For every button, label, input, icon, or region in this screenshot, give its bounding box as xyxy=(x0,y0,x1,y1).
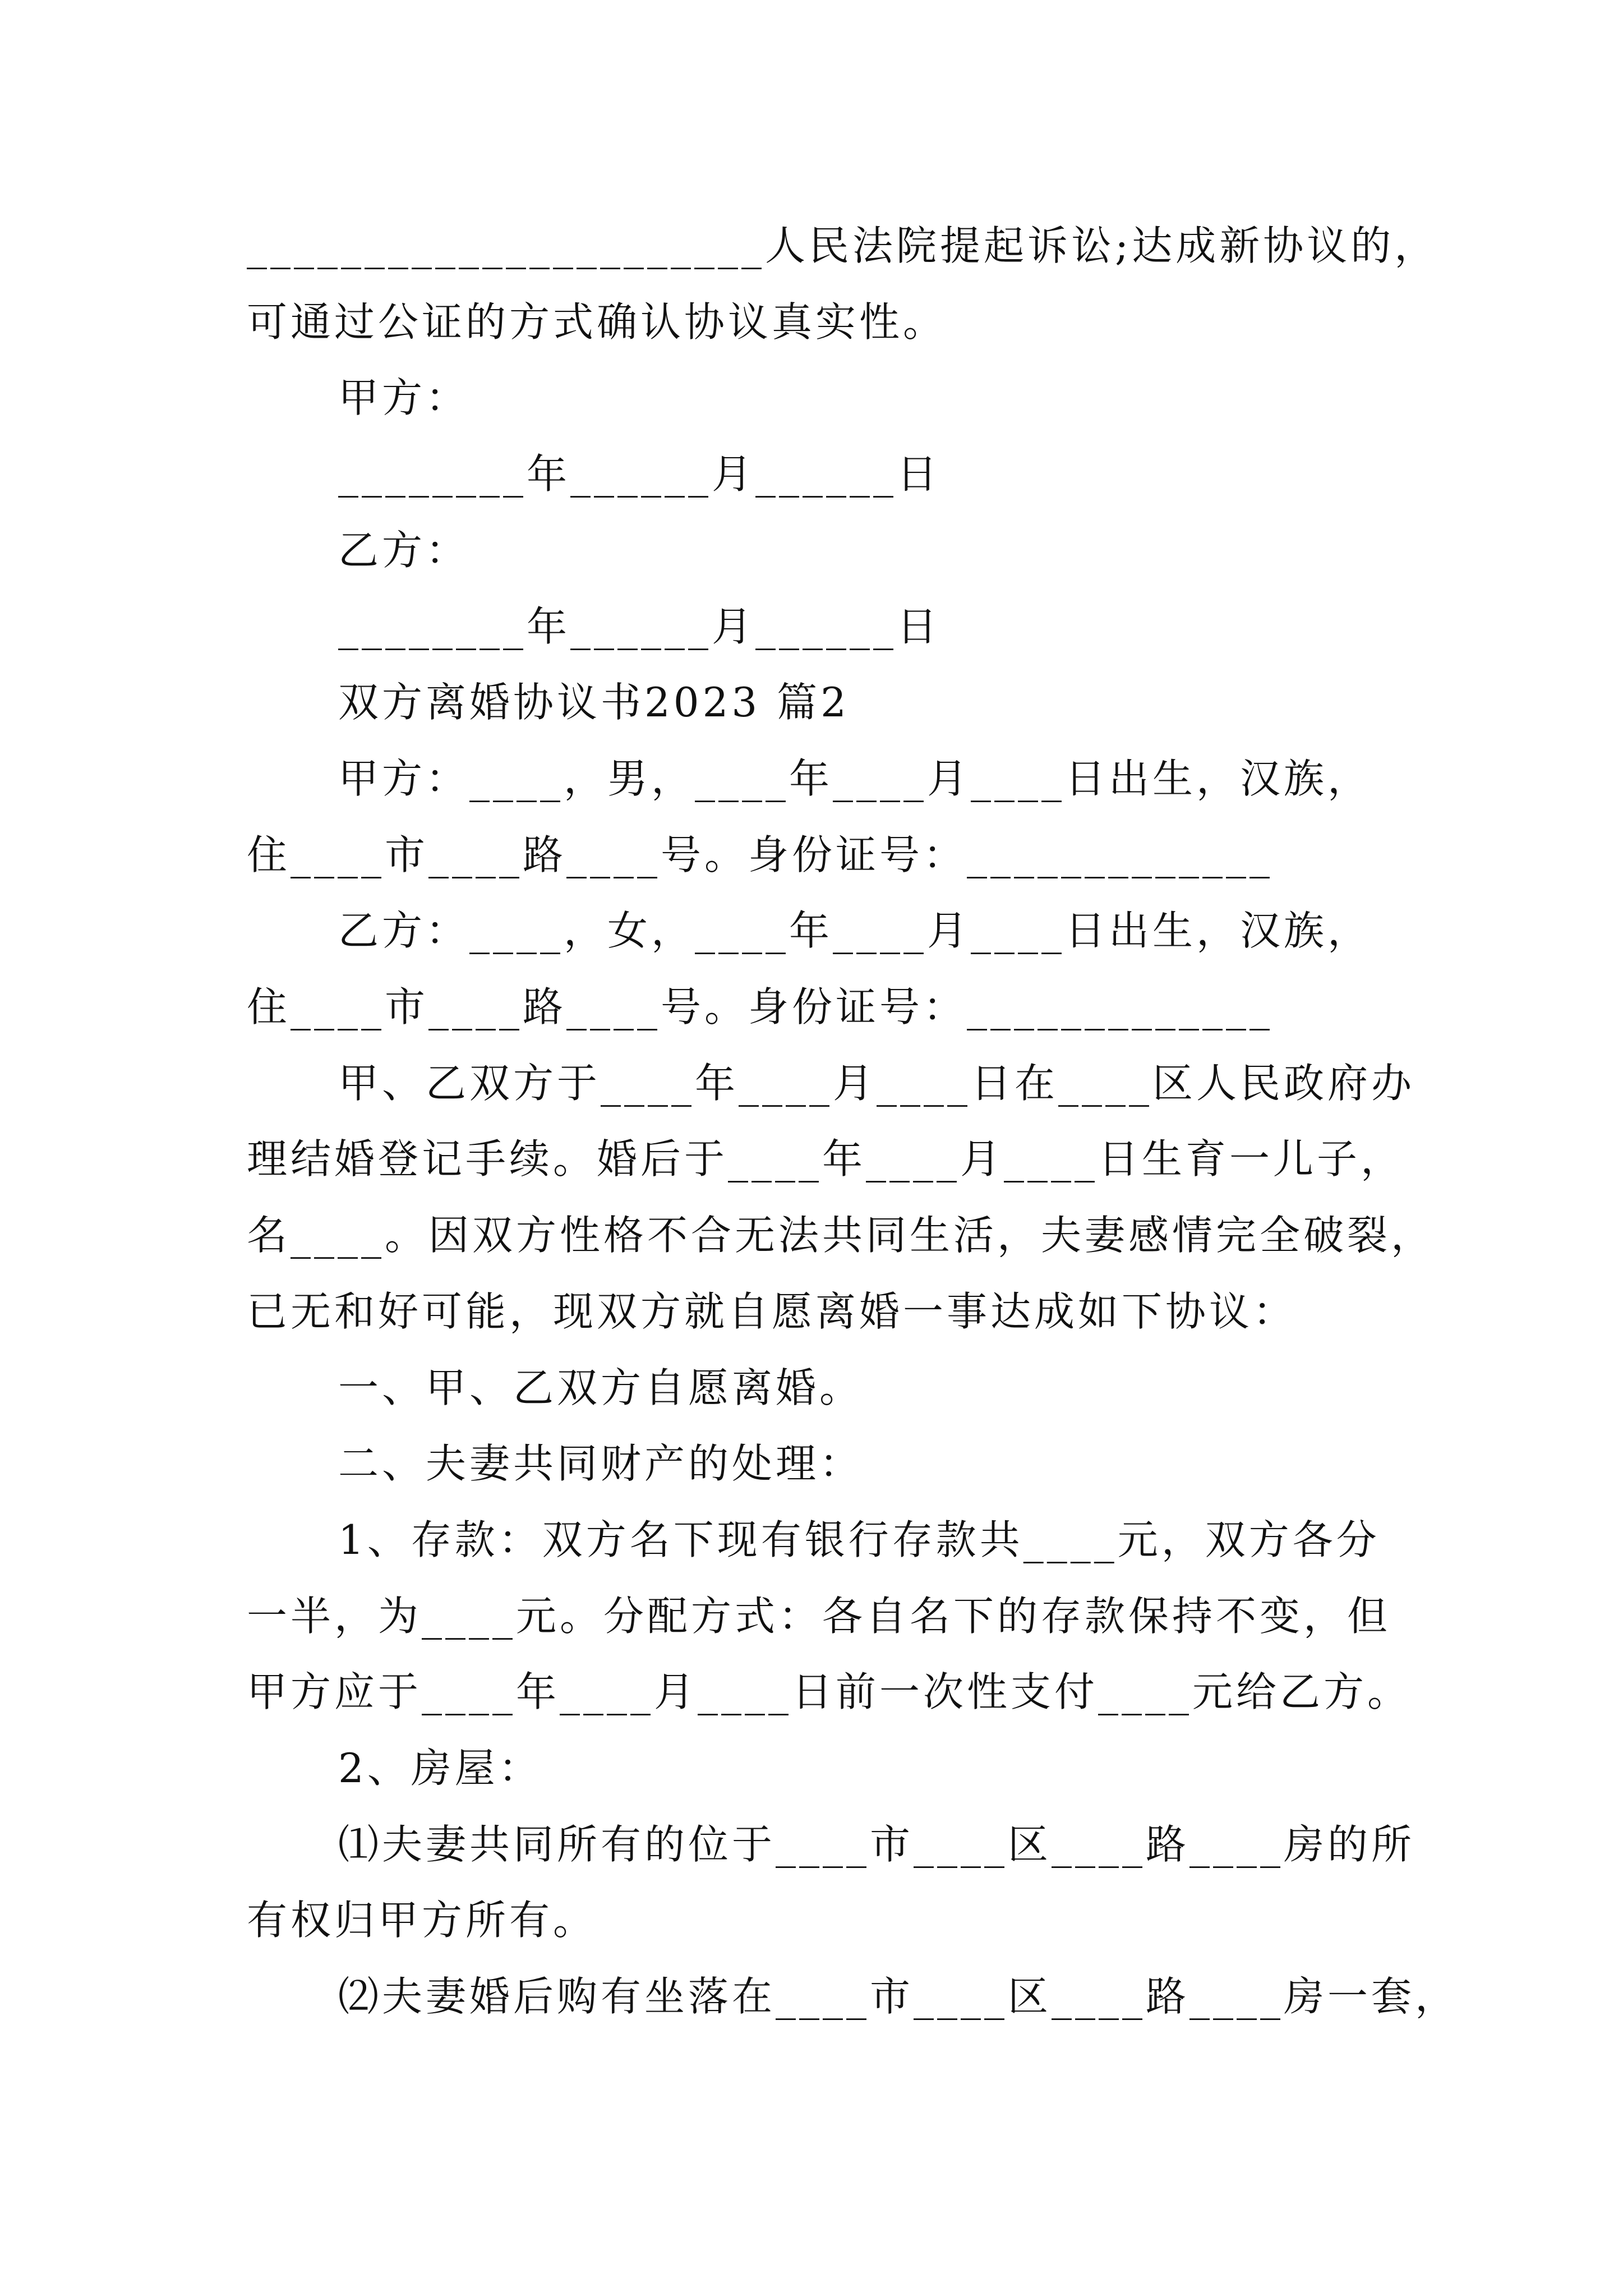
party-b-info-line-1: 乙方：____，女，____年____月____日出生，汉族， xyxy=(338,907,1372,954)
signature-party-a-date: ________年______月______日 xyxy=(338,450,940,498)
house-item-2-line-1: ⑵夫妻婚后购有坐落在____市____区____路____房一套， xyxy=(338,1973,1459,2020)
deposit-line-1: 1、存款：双方名下现有银行存款共____元，双方各分 xyxy=(338,1516,1380,1563)
background-line-4: 已无和好可能，现双方就自愿离婚一事达成如下协议： xyxy=(247,1288,1297,1335)
section-heading: 双方离婚协议书2023 篇2 xyxy=(338,679,850,726)
clause-2-heading: 二、夫妻共同财产的处理： xyxy=(338,1440,864,1487)
background-line-2: 理结婚登记手续。婚后于____年____月____日生育一儿子， xyxy=(247,1135,1405,1182)
background-line-1: 甲、乙双方于____年____月____日在____区人民政府办 xyxy=(338,1060,1415,1107)
party-a-info-line-1: 甲方：____，男，____年____月____日出生，汉族， xyxy=(338,755,1372,802)
house-item-1-line-1: ⑴夫妻共同所有的位于____市____区____路____房的所 xyxy=(338,1821,1415,1868)
house-heading: 2、房屋： xyxy=(338,1745,542,1792)
deposit-line-3: 甲方应于____年____月____日前一次性支付____元给乙方。 xyxy=(247,1668,1412,1715)
signature-party-a-label: 甲方： xyxy=(338,374,470,421)
background-line-3: 名____。因双方性格不合无法共同生活，夫妻感情完全破裂， xyxy=(247,1212,1435,1259)
signature-party-b-label: 乙方： xyxy=(338,527,470,574)
party-b-info-line-2: 住____市____路____号。身份证号：_____________ xyxy=(247,983,1274,1030)
deposit-line-2: 一半，为____元。分配方式：各自名下的存款保持不变，但 xyxy=(247,1593,1391,1640)
signature-party-b-date: ________年______月______日 xyxy=(338,603,940,650)
party-a-info-line-2: 住____市____路____号。身份证号：_____________ xyxy=(247,831,1274,878)
clause-1: 一、甲、乙双方自愿离婚。 xyxy=(338,1364,864,1411)
text-line-1: ______________________人民法院提起诉讼;达成新协议的， xyxy=(247,222,1438,269)
text-line-2: 可通过公证的方式确认协议真实性。 xyxy=(247,298,947,346)
house-item-1-line-2: 有权归甲方所有。 xyxy=(247,1897,597,1944)
